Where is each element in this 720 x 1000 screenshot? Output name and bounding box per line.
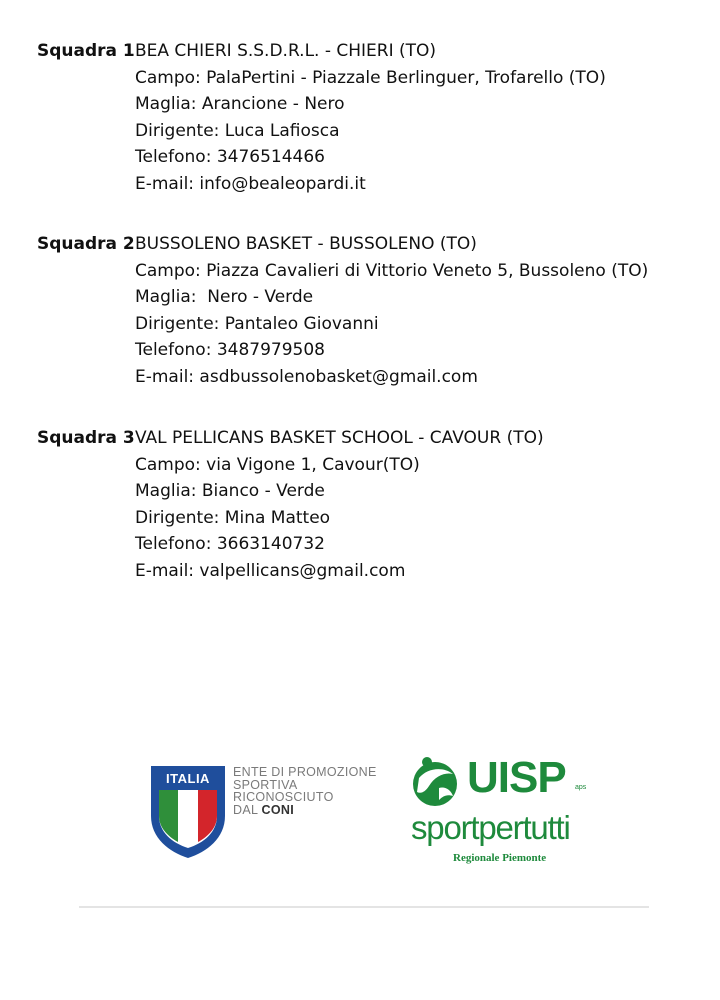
team-maglia: Maglia: Nero - Verde <box>135 287 314 307</box>
team-campo: Campo: via Vigone 1, Cavour(TO) <box>135 454 420 475</box>
shield-label: ITALIA <box>166 771 210 786</box>
uisp-region: Regionale Piemonte <box>453 852 547 864</box>
team-dirigente: Dirigente: Luca Lafiosca <box>135 120 340 141</box>
team-block-1 <box>37 38 606 197</box>
team-telefono: Telefono: 3476514466 <box>135 147 325 167</box>
italia-shield-icon <box>149 764 227 860</box>
uisp-emblem-icon <box>409 756 465 808</box>
team-email: E-mail: info@bealeopardi.it <box>135 173 366 194</box>
team-name: BUSSOLENO BASKET - BUSSOLENO (TO) <box>135 234 477 254</box>
sponsor-footer <box>79 752 649 908</box>
team-label: Squadra 1 <box>37 41 135 61</box>
team-campo: Campo: Piazza Cavalieri di Vittorio Veneto 5, Bussoleno (TO) <box>135 260 649 281</box>
team-block-2 <box>37 231 648 390</box>
team-telefono: Telefono: 3663140732 <box>135 534 325 554</box>
team-block-3 <box>37 425 544 584</box>
team-label: Squadra 2 <box>37 234 135 254</box>
team-telefono: Telefono: 3487979508 <box>135 340 325 360</box>
team-campo: Campo: PalaPertini - Piazzale Berlinguer, Trofarello (TO) <box>135 67 606 88</box>
team-dirigente: Dirigente: Pantaleo Giovanni <box>135 313 379 334</box>
team-maglia: Maglia: Arancione - Nero <box>135 94 345 114</box>
uisp-tagline: sportpertutti <box>411 809 570 846</box>
team-maglia: Maglia: Bianco - Verde <box>135 481 325 501</box>
coni-caption: ENTE DI PROMOZIONE SPORTIVA RICONOSCIUTO DAL CONI <box>233 765 377 817</box>
uisp-logo <box>409 754 609 874</box>
team-email: E-mail: asdbussolenobasket@gmail.com <box>135 366 478 387</box>
uisp-name: UISP <box>467 753 566 802</box>
team-dirigente: Dirigente: Mina Matteo <box>135 507 331 528</box>
coni-logo <box>149 764 389 864</box>
uisp-aps: aps <box>575 784 587 791</box>
team-name: BEA CHIERI S.S.D.R.L. - CHIERI (TO) <box>135 41 437 61</box>
team-email: E-mail: valpellicans@gmail.com <box>135 560 406 581</box>
team-name: VAL PELLICANS BASKET SCHOOL - CAVOUR (TO) <box>135 428 544 448</box>
team-label: Squadra 3 <box>37 428 135 448</box>
